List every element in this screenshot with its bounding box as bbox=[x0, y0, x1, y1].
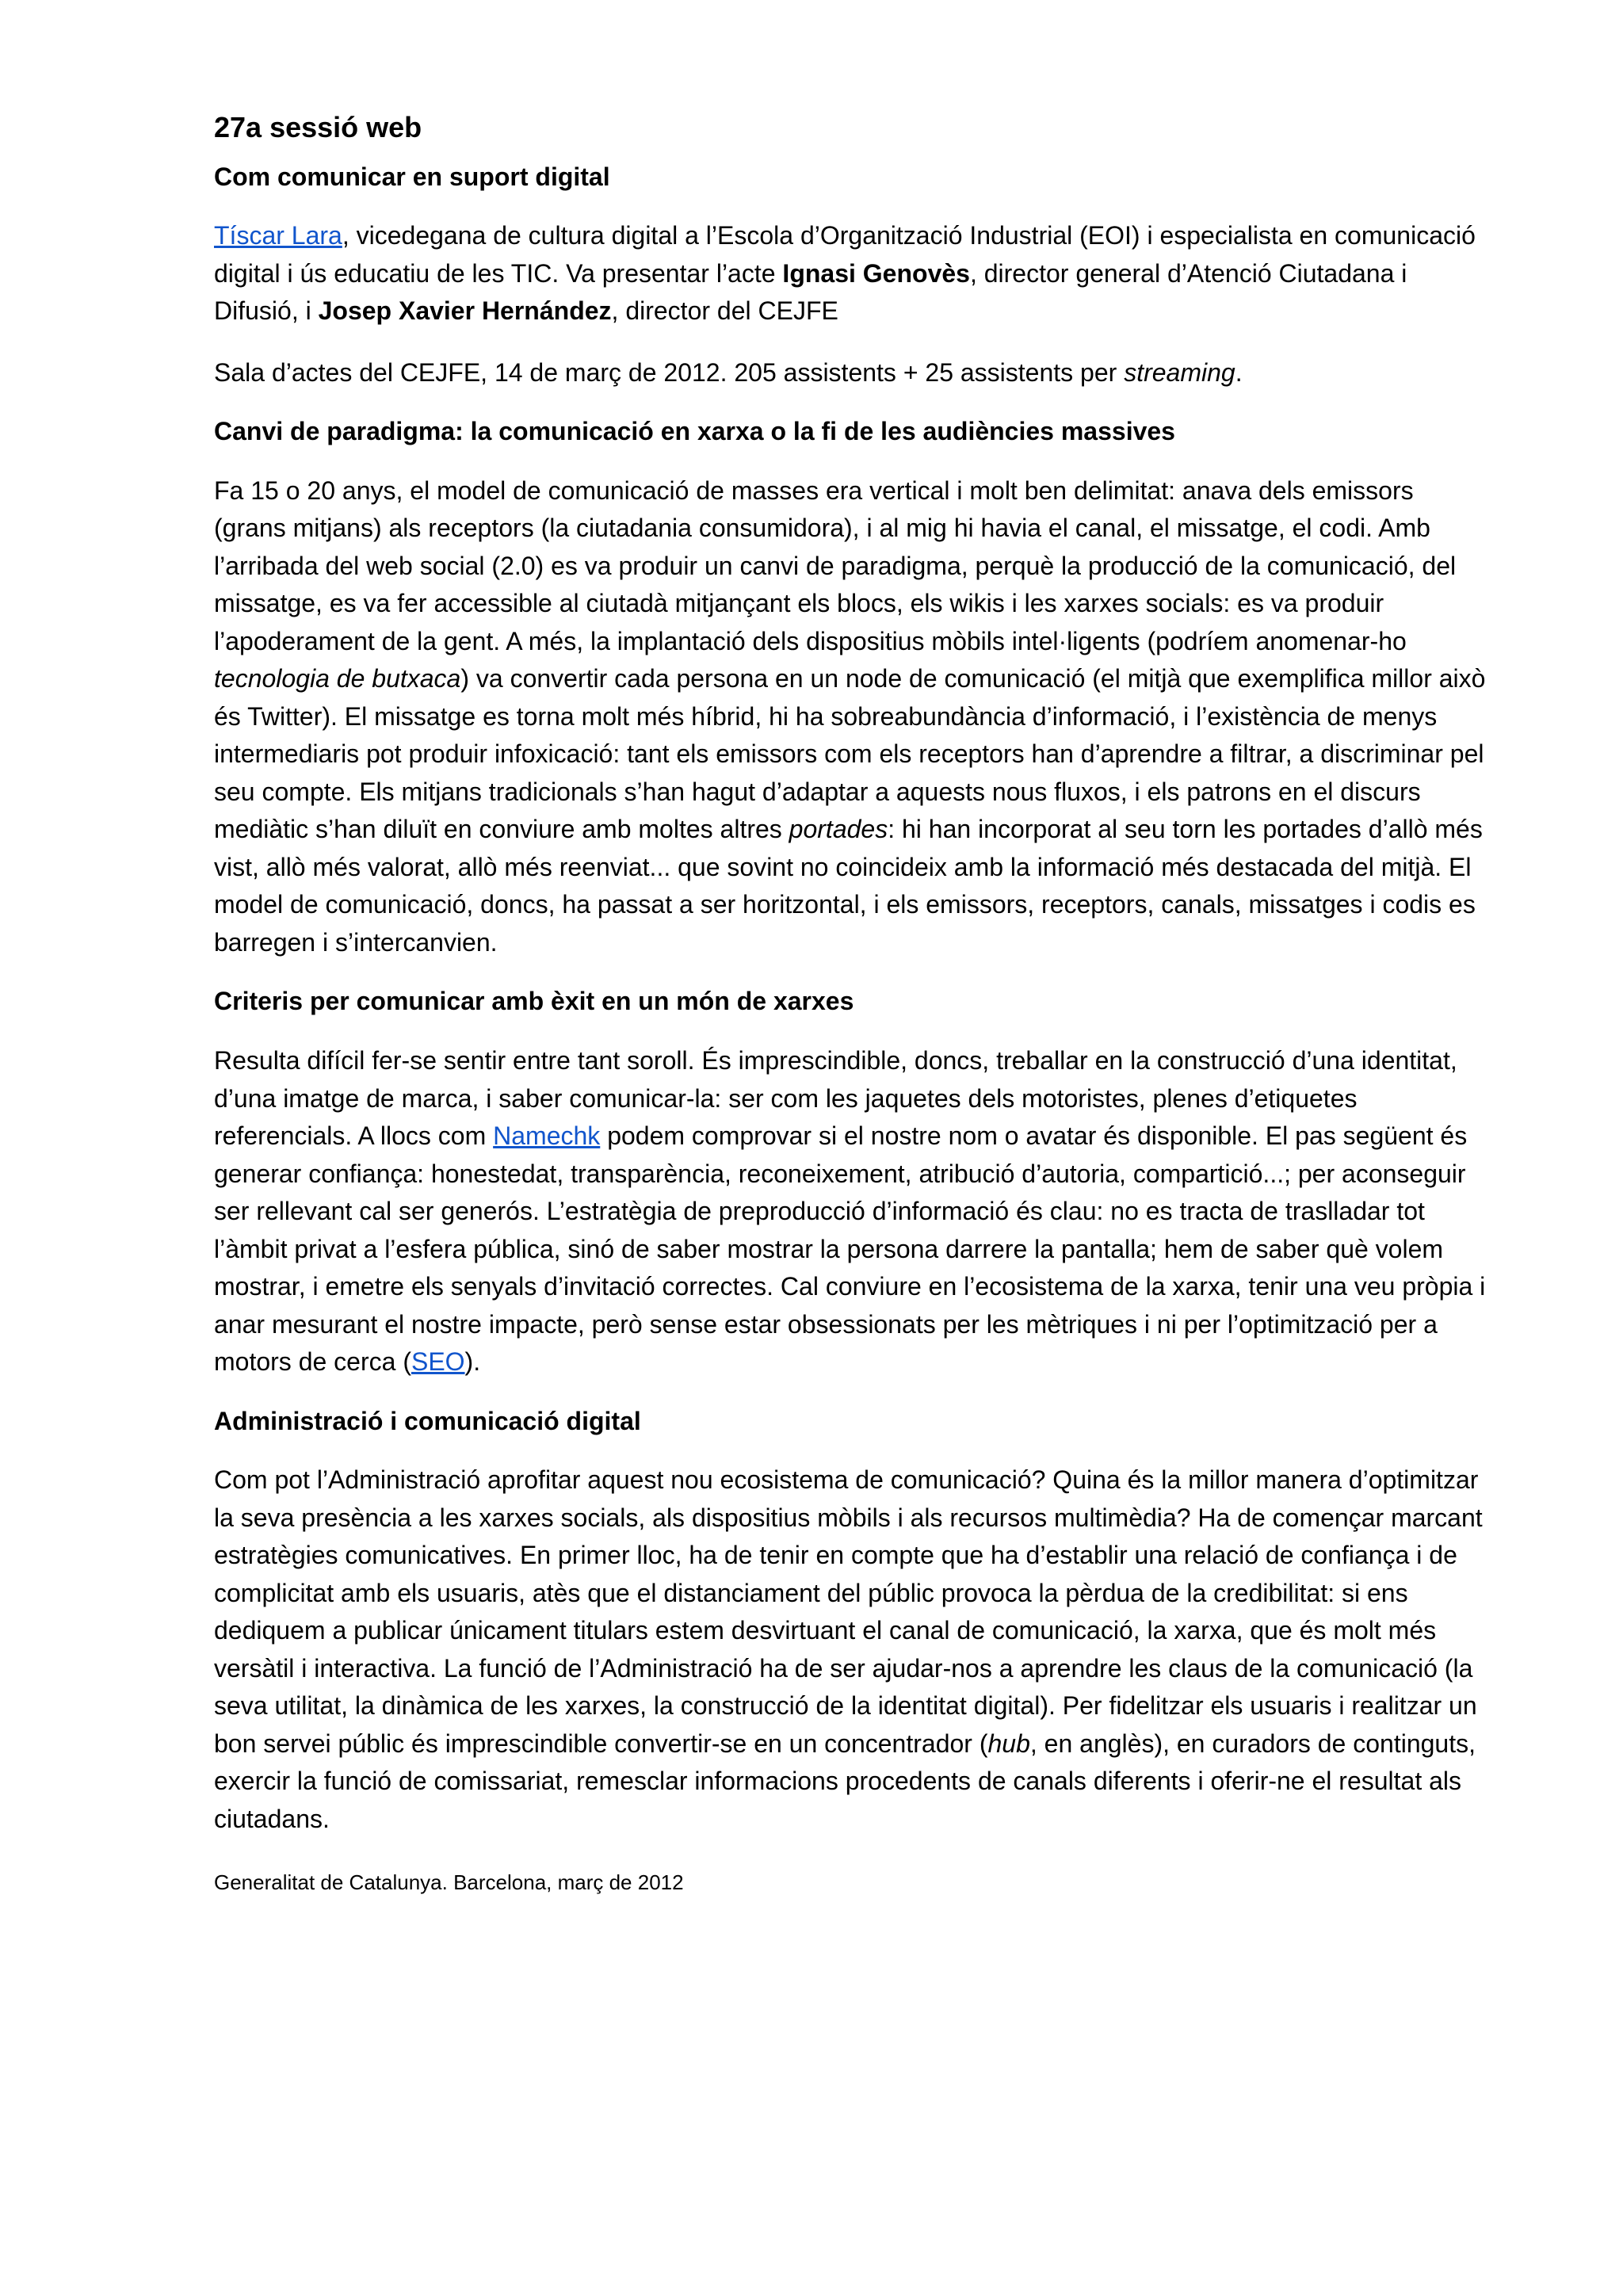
venue-text-2: . bbox=[1235, 357, 1243, 387]
section-3-emphasis-1: hub bbox=[987, 1729, 1030, 1758]
section-1-paragraph bbox=[214, 472, 1491, 962]
speaker-link[interactable]: Tíscar Lara bbox=[214, 221, 342, 250]
section-2-text-3: ). bbox=[464, 1347, 481, 1377]
presenter-name-2: Josep Xavier Hernández bbox=[318, 296, 612, 326]
intro-paragraph bbox=[214, 217, 1491, 330]
document-footer: Generalitat de Catalunya. Barcelona, març de 2012 bbox=[214, 1870, 684, 1895]
namechk-link[interactable]: Namechk bbox=[493, 1121, 601, 1151]
section-2-heading: Criteris per comunicar amb èxit en un món de xarxes bbox=[214, 987, 854, 1016]
venue-emphasis: streaming bbox=[1124, 357, 1235, 387]
section-1-text-1: Fa 15 o 20 anys, el model de comunicació de masses era vertical i molt ben delimitat: anava dels emissors (grans mitjans) als receptors (la ciutadania consumidora), i al mig hi havia el canal, el missatge, el codi. Amb l’arribada del web social (2.0) es va produir un canvi de paradigma, perquè la producció de la comunicació, del missatge, es va fer accessible al ciutadà mitjançant els blocs, els wikis i les xarxes socials: es va produir l’apoderament de la gent. A més, la implantació dels dispositius mòbils intel·ligents (podríem anomenar-ho bbox=[214, 476, 1457, 655]
section-1-text-3: : hi han incorporat al seu torn les portades d’allò més vist, allò més valorat, allò més reenviat... que sovint no coincideix amb la informació més destacada del mitjà. El model de comunicació, doncs, ha passat a ser horitzontal, i els emissors, receptors, canals, missatges i codis es barregen i s’intercanvien. bbox=[214, 815, 1483, 957]
intro-text-2: , director general d’Atenció Ciutadana i Difusió, i bbox=[214, 258, 1407, 326]
section-3-paragraph bbox=[214, 1461, 1491, 1838]
section-2-text-1: Resulta difícil fer-se sentir entre tant soroll. És imprescindible, doncs, treballar en la construcció d’una identitat, d’una imatge de marca, i saber comunicar-la: ser com les jaquetes dels motoristes, plenes d’etiquetes referencials. A llocs com bbox=[214, 1046, 1457, 1151]
document-title: 27a sessió web bbox=[214, 111, 422, 143]
section-2-text-2: podem comprovar si el nostre nom o avatar és disponible. El pas següent és generar confiança: honestedat, transparència, reconeixement, atribució d’autoria, compartició...; per aconseguir ser rellevant cal ser generós. L’estratègia de preproducció d’informació és clau: no es tracta de traslladar tot l’àmbit privat a l’esfera pública, sinó de saber mostrar la persona darrere la pantalla; hem de saber què volem mostrar, i emetre els senyals d’invitació correctes. Cal conviure en l’ecosistema de la xarxa, tenir una veu pròpia i anar mesurant el nostre impacte, però sense estar obsessionats per les mètriques i ni per l’optimització per a motors de cerca ( bbox=[214, 1121, 1486, 1377]
document-page bbox=[214, 109, 1491, 1897]
intro-text-3: , director del CEJFE bbox=[611, 296, 838, 326]
section-3-text-1: Com pot l’Administració aprofitar aquest nou ecosistema de comunicació? Quina és la millor manera d’optimitzar la seva presència a les xarxes socials, als dispositius mòbils i als recursos multimèdia? Ha de començar marcant estratègies comunicatives. En primer lloc, ha de tenir en compte que ha d’establir una relació de confiança i de complicitat amb els usuaris, atès que el distanciament del públic provoca la pèrdua de la credibilitat: si ens dediquem a publicar únicament titulars estem desvirtuant el canal de comunicació, la xarxa, que és molt més versàtil i interactiva. La funció de l’Administració ha de ser ajudar-nos a aprendre les claus de la comunicació (la seva utilitat, la dinàmica de les xarxes, la construcció de la identitat digital). Per fidelitzar els usuaris i realitzar un bon servei públic és imprescindible convertir-se en un concentrador ( bbox=[214, 1465, 1483, 1758]
section-1-emphasis-2: portades bbox=[789, 815, 888, 844]
section-1-text-2: ) va convertir cada persona en un node de comunicació (el mitjà que exemplifica millor això és Twitter). El missatge es torna molt més híbrid, hi ha sobreabundància d’informació, i l’existència de menys intermediaris pot produir infoxicació: tant els emissors com els receptors han d’aprendre a filtrar, a discriminar pel seu compte. Els mitjans tradicionals s’han hagut d’adaptar a aquests nous fluxos, i els patrons en el discurs mediàtic s’han diluït en conviure amb moltes altres bbox=[214, 664, 1486, 844]
section-1-heading: Canvi de paradigma: la comunicació en xarxa o la fi de les audiències massives bbox=[214, 417, 1175, 446]
seo-link[interactable]: SEO bbox=[411, 1347, 465, 1377]
section-2-paragraph bbox=[214, 1042, 1491, 1381]
intro-text-1: , vicedegana de cultura digital a l’Escola d’Organització Industrial (EOI) i especialista en comunicació digital i ús educatiu de les TIC. Va presentar l’acte bbox=[214, 221, 1476, 288]
section-3-text-2: , en anglès), en curadors de continguts, exercir la funció de comissariat, remesclar informacions procedents de canals diferents i oferir-ne el resultat als ciutadans. bbox=[214, 1729, 1476, 1833]
section-3-heading: Administració i comunicació digital bbox=[214, 1406, 641, 1435]
venue-text-1: Sala d’actes del CEJFE, 14 de març de 2012. 205 assistents + 25 assistents per bbox=[214, 357, 1125, 387]
document-subtitle: Com comunicar en suport digital bbox=[214, 162, 610, 191]
section-1-emphasis-1: tecnologia de butxaca bbox=[214, 664, 461, 693]
presenter-name-1: Ignasi Genovès bbox=[782, 258, 970, 288]
venue-paragraph bbox=[214, 354, 1491, 392]
